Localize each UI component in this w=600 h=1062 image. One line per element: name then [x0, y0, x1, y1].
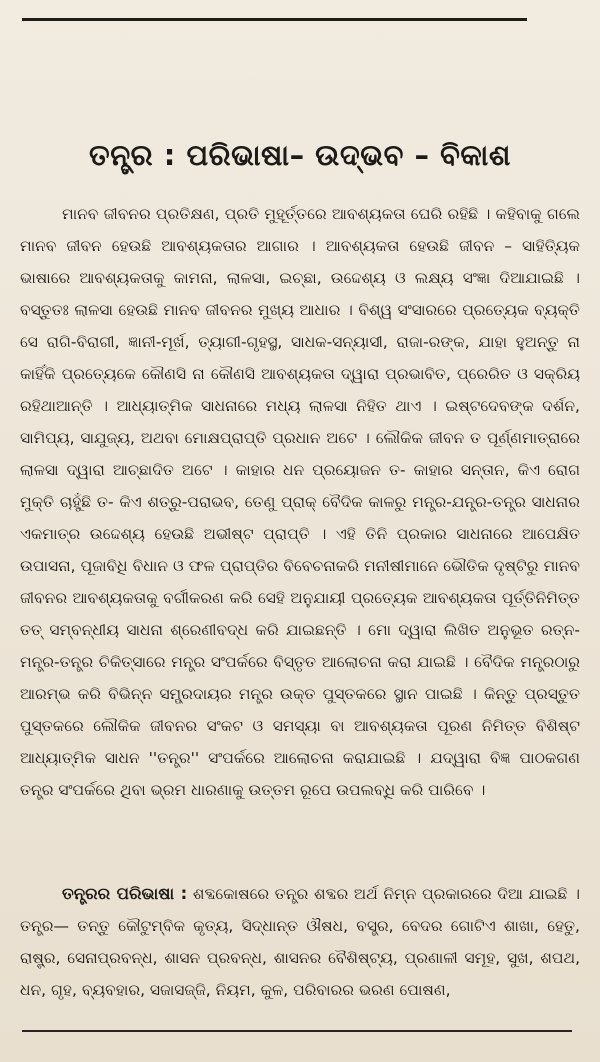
body-paragraph-container [20, 198, 580, 806]
top-rule [22, 18, 527, 21]
chapter-title: ତନ୍ତ୍ର : ପରିଭାଷା– ଉଦ୍ଭବ – ବିକାଶ [89, 138, 511, 172]
body-paragraph: ମାନବ ଜୀବନର ପ୍ରତିକ୍ଷଣ, ପ୍ରତି ମୁହୂର୍ତ୍ତରେ ଆବଶ୍ୟକତା ଘେରି ରହିଛି । କହିବାକୁ ଗଲେ ମାନବ ଜୀବନ ହେଉଛି ଆବଶ୍ୟକତାର ଆଗାର । ଆବଶ୍ୟକତା ହେଉଛି ଜୀବନ – ସାହିତ୍ୟିକ ଭାଷାରେ ଆବଶ୍ୟକତାକୁ କାମନା, ଲାଳସା, ଇଚ୍ଛା, ଉଦ୍ଦେଶ୍ୟ ଓ ଲକ୍ଷ୍ୟ ସଂଜ୍ଞା ଦିଆଯାଇଛି । ବସ୍ତୁତଃ ଲାଳସା ହେଉଛି ମାନବ ଜୀବନର ମୁଖ୍ୟ ଆଧାର । ବିଶ୍ୱ ସଂସାରରେ ପ୍ରତ୍ୟେକ ବ୍ୟକ୍ତି ସେ ରାଗି-ବିରାଗୀ, ଜ୍ଞାନୀ-ମୂର୍ଖ, ତ୍ୟାଗୀ-ଗୃହସ୍ଥ, ସାଧକ-ସନ୍ୟାସୀ, ରାଜା-ରଙ୍କ, ଯାହା ହୁଅନ୍ତୁ ନା କାହିଁକି ପ୍ରତ୍ୟେକେ କୌଣସି ନା କୌଣସି ଆବଶ୍ୟକତା ଦ୍ୱାରା ପ୍ରଭାବିତ, ପ୍ରେରିତ ଓ ସକ୍ରିୟ ରହିଥାଆନ୍ତି । ଆଧ୍ୟାତ୍ମିକ ସାଧନାରେ ମଧ୍ୟ ଲାଳସା ନିହିତ ଥାଏ । ଇଷ୍ଟଦେବଙ୍କ ଦର୍ଶନ, ସାମିପ୍ୟ, ସାଯୁଜ୍ୟ, ଅଥବା ମୋକ୍ଷପ୍ରାପ୍ତି ପ୍ରଧାନ ଅଟେ । ଲୌକିକ ଜୀବନ ତ ପୂର୍ଣ୍ଣମାତ୍ରାରେ ଲାଳସା ଦ୍ୱାରା ଆଚ୍ଛାଦିତ ଅଟେ । କାହାର ଧନ ପ୍ରୟୋଜନ ତ- କାହାର ସନ୍ତାନ, କିଏ ରୋଗ ମୁକ୍ତି ଚାହୁଁଛି ତ- କିଏ ଶତ୍ରୁ-ପରାଭବ, ତେଣୁ ପ୍ରାକ୍ ବୈଦିକ କାଳରୁ ମନ୍ତ୍ର-ଯନ୍ତ୍ର-ତନ୍ତ୍ର ସାଧନାର ଏକମାତ୍ର ଉଦ୍ଦେଶ୍ୟ ହେଉଛି ଅଭୀଷ୍ଟ ପ୍ରାପ୍ତି । ଏହି ତିନି ପ୍ରକାର ସାଧନାରେ ଆପେକ୍ଷିତ ଉପାସନା, ପୂଜାବିଧି ବିଧାନ ଓ ଫଳ ପ୍ରାପ୍ତିର ବିବେଚନାକରି ମନୀଷୀମାନେ ଭୌତିକ ଦୃଷ୍ଟିରୁ ମାନବ ଜୀବନର ଆବଶ୍ୟକତାକୁ ବର୍ଗୀକରଣ କରି ସେହି ଅନୁଯାୟୀ ପ୍ରତ୍ୟେକ ଆବଶ୍ୟକତା ପୂର୍ତ୍ତିନିମିତ୍ତ ତତ୍ ସମ୍ବନ୍ଧୀୟ ସାଧନା ଶ୍ରେଣୀବଦ୍ଧ କରି ଯାଇଛନ୍ତି । ମୋ ଦ୍ୱାରା ଲିଖିତ ଅନୁଭୂତ ରତ୍ନ-ମନ୍ତ୍ର-ତନ୍ତ୍ର ଚିକିତ୍ସାରେ ମନ୍ତ୍ର ସଂପର୍କରେ ବିସ୍ତୃତ ଆଲୋଚନା କରା ଯାଇଛି । ବୈଦିକ ମନ୍ତ୍ରଠାରୁ ଆରମ୍ଭ କରି ବିଭିନ୍ନ ସମ୍ପ୍ରଦାୟର ମନ୍ତ୍ର ଉକ୍ତ ପୁସ୍ତକରେ ସ୍ଥାନ ପାଇଛି । କିନ୍ତୁ ପ୍ରସ୍ତୁତ ପୁସ୍ତକରେ ଲୌକିକ ଜୀବନର ସଂକଟ ଓ ସମସ୍ୟା ବା ଆବଶ୍ୟକତା ପୂରଣ ନିମିତ୍ତ ବିଶିଷ୍ଟ ଆଧ୍ୟାତ୍ମିକ ସାଧନ ''ତନ୍ତ୍ର'' ସଂପର୍କରେ ଆଲୋଚନା କରାଯାଇଛି । ଯଦ୍ୱାରା ବିଜ୍ଞ ପାଠକଗଣ ତନ୍ତ୍ର ସଂପର୍କରେ ଥିବା ଭ୍ରମ ଧାରଣାକୁ ଉତ୍ତମ ରୂପେ ଉପଲବ୍ଧି କରି ପାରିବେ । [20, 205, 580, 799]
section-heading: ତନ୍ତ୍ରର ପରିଭାଷା : [62, 884, 188, 903]
definition-section [20, 878, 580, 1006]
section-text: ଶବ୍ଦକୋଷରେ ତନ୍ତ୍ର ଶବ୍ଦର ଅର୍ଥ ନିମ୍ନ ପ୍ରକାରରେ ଦିଆ ଯାଇଛି । ତନ୍ତ୍ର— ତନ୍ତୁ କୌଟୁମ୍ବିକ କୃତ୍ୟ, ସିଦ୍ଧାନ୍ତ ଔଷଧ, ବସ୍ତ୍ର, ବେଦର ଗୋଟିଏ ଶାଖା, ହେତୁ, ରାଷ୍ଟ୍ର, ସେନାପ୍ରବନ୍ଧ, ଶାସନ ପ୍ରବନ୍ଧ, ଶାସନର ବୈଶିଷ୍ଟ୍ୟ, ପ୍ରଣାଳୀ ସମୂହ, ସୁଖ, ଶପଥ, ଧନ, ଗୃହ, ବ୍ୟବହାର, ସଜାସଜ୍ଜି, ନିୟମ, କୁଳ, ପରିବାରର ଭରଣ ପୋଷଣ, [20, 885, 580, 999]
definition-paragraph [20, 878, 580, 1006]
bottom-rule [22, 1030, 572, 1032]
